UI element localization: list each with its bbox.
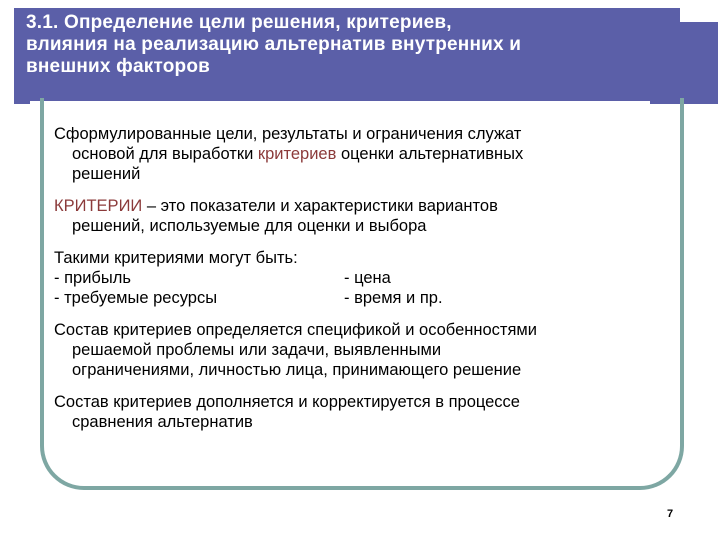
text-span: оценки альтернативных	[336, 145, 524, 163]
paragraph-line: Состав критериев дополняется и корректируется в процессе	[54, 393, 520, 411]
paragraph-line: решений	[72, 165, 141, 183]
paragraph-composition	[54, 320, 674, 380]
criteria-item: - требуемые ресурсы	[54, 289, 218, 307]
paragraph-examples	[54, 248, 674, 308]
title-line: влияния на реализацию альтернатив внутренних и	[26, 34, 522, 55]
highlight-criteria-upper: КРИТЕРИИ	[54, 197, 143, 215]
paragraph-line: решений, используемые для оценки и выбора	[72, 217, 427, 235]
page-number: 7	[667, 508, 674, 520]
paragraph-line: ограничениями, личностью лица, принимающего решение	[72, 361, 522, 379]
paragraph-line: Сформулированные цели, результаты и ограничения служат	[54, 125, 522, 143]
paragraph-refinement	[54, 392, 674, 432]
paragraph-line	[54, 144, 674, 164]
slide-title	[26, 12, 666, 78]
paragraph-goals	[54, 124, 674, 184]
criteria-row	[54, 288, 674, 308]
paragraph-line: решаемой проблемы или задачи, выявленными	[72, 341, 442, 359]
title-line: 3.1. Определение цели решения, критериев,	[26, 12, 452, 33]
criteria-row	[54, 268, 674, 288]
highlight-criteria: критериев	[257, 145, 337, 163]
title-bar	[14, 8, 718, 104]
title-line: внешних факторов	[26, 56, 211, 77]
slide-content	[54, 124, 674, 444]
text-span: основой для выработки	[72, 145, 258, 163]
title-bar-notch	[680, 8, 718, 22]
criteria-item: - прибыль	[54, 269, 131, 287]
text-span: – это показатели и характеристики вариантов	[142, 197, 498, 215]
paragraph-line: Состав критериев определяется спецификой и особенностями	[54, 321, 537, 339]
criteria-item: - время и пр.	[344, 289, 443, 307]
paragraph-line: сравнения альтернатив	[72, 413, 253, 431]
paragraph-line: Такими критериями могут быть:	[54, 249, 298, 267]
criteria-item: - цена	[344, 269, 391, 287]
paragraph-definition	[54, 196, 674, 236]
